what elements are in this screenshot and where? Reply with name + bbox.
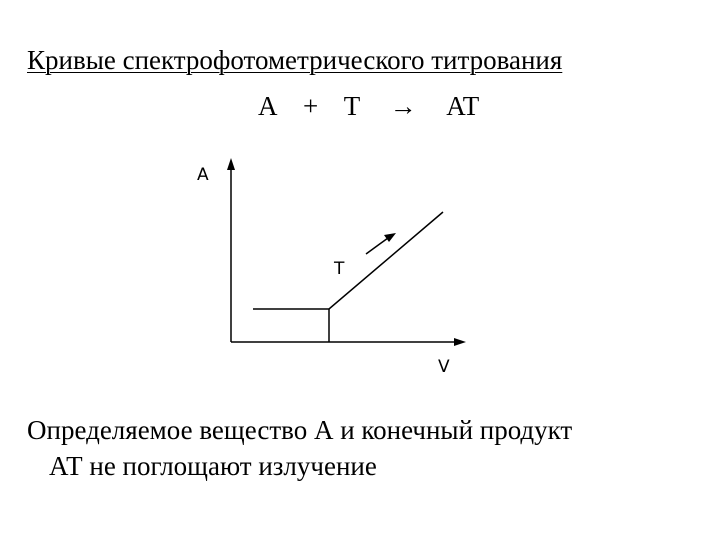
x-axis-label: V xyxy=(438,357,450,377)
x-axis-arrowhead xyxy=(454,338,466,346)
direction-arrow-shaft xyxy=(366,238,388,254)
curve-label-t: T xyxy=(334,259,345,279)
plus-sign: + xyxy=(303,91,319,121)
body-line-1: Определяемое вещество А и конечный продукт xyxy=(27,415,573,445)
slide-title: Кривые спектрофотометрического титрования xyxy=(27,45,563,75)
y-axis-label: A xyxy=(197,165,209,185)
product-at: AT xyxy=(446,91,480,121)
body-line-2: АТ не поглощают излучение xyxy=(49,451,377,481)
reaction-arrow: → xyxy=(389,91,417,121)
titration-curve xyxy=(253,212,443,309)
reactant-a: A xyxy=(258,91,278,121)
direction-arrowhead xyxy=(384,233,396,242)
reaction-equation xyxy=(258,90,479,122)
body-text xyxy=(27,412,572,484)
y-axis-arrowhead xyxy=(227,158,235,170)
reactant-t: T xyxy=(343,91,361,121)
